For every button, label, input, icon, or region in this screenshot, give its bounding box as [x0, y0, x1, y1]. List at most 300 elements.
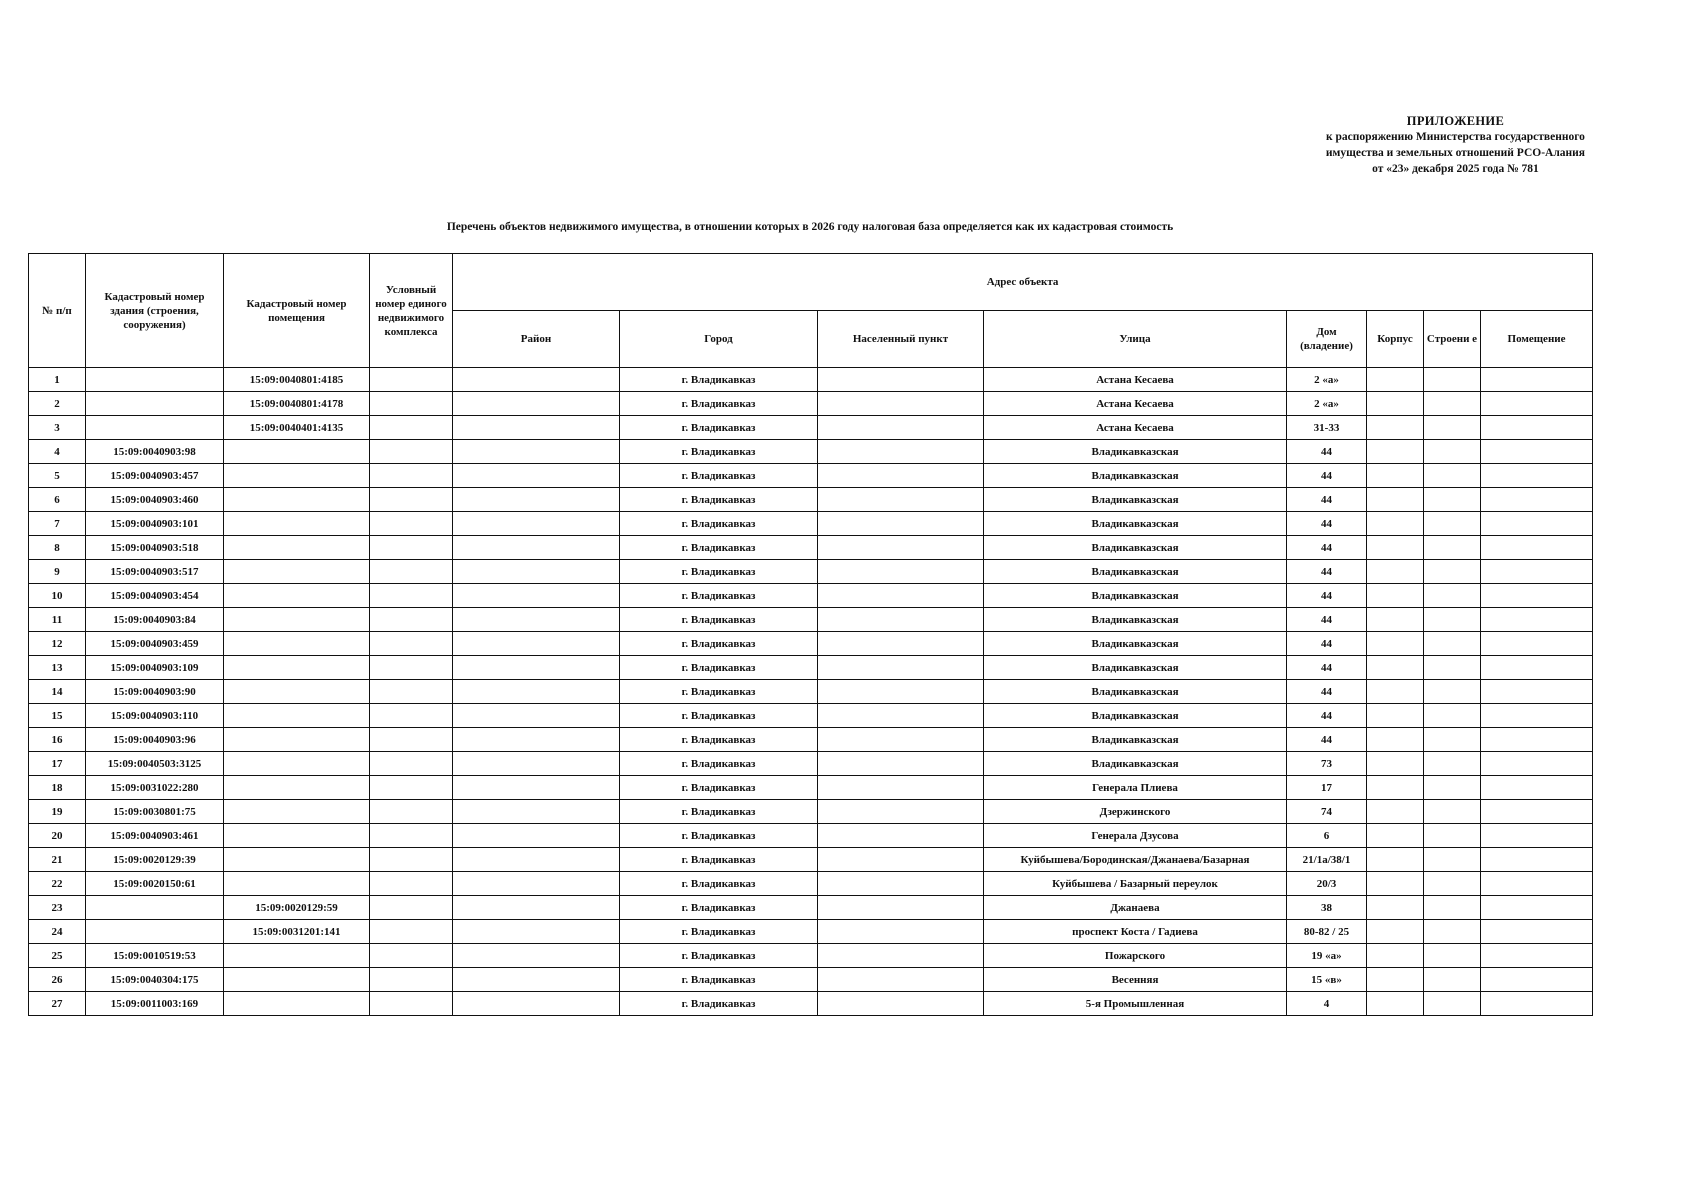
property-registry-table	[28, 253, 1593, 1016]
header-conditional-number: Условный номер единого недвижимого комплекса	[370, 254, 453, 368]
cell-building-cadastral: 15:09:0040903:457	[86, 464, 224, 488]
cell-building-cadastral: 15:09:0040903:518	[86, 536, 224, 560]
cell-settlement	[818, 776, 984, 800]
cell-street: 5-я Промышленная	[984, 992, 1287, 1016]
cell-num: 16	[29, 728, 86, 752]
header-settlement: Населенный пункт	[818, 311, 984, 368]
cell-korpus	[1367, 392, 1424, 416]
cell-city: г. Владикавказ	[620, 464, 818, 488]
cell-korpus	[1367, 776, 1424, 800]
header-num: № п/п	[29, 254, 86, 368]
cell-city: г. Владикавказ	[620, 680, 818, 704]
cell-city: г. Владикавказ	[620, 416, 818, 440]
table-row	[29, 512, 1593, 536]
table-row	[29, 488, 1593, 512]
cell-room	[1481, 632, 1593, 656]
table-row	[29, 968, 1593, 992]
cell-settlement	[818, 488, 984, 512]
cell-conditional-number	[370, 536, 453, 560]
cell-conditional-number	[370, 728, 453, 752]
cell-building-cadastral: 15:09:0040903:460	[86, 488, 224, 512]
cell-building-cadastral: 15:09:0040903:90	[86, 680, 224, 704]
cell-city: г. Владикавказ	[620, 440, 818, 464]
header-address: Адрес объекта	[453, 254, 1593, 311]
cell-room	[1481, 392, 1593, 416]
cell-conditional-number	[370, 944, 453, 968]
cell-settlement	[818, 824, 984, 848]
cell-house: 4	[1287, 992, 1367, 1016]
cell-settlement	[818, 536, 984, 560]
cell-settlement	[818, 392, 984, 416]
cell-house: 17	[1287, 776, 1367, 800]
cell-num: 2	[29, 392, 86, 416]
cell-city: г. Владикавказ	[620, 992, 818, 1016]
cell-num: 19	[29, 800, 86, 824]
cell-building-cadastral	[86, 392, 224, 416]
cell-district	[453, 584, 620, 608]
cell-settlement	[818, 896, 984, 920]
cell-district	[453, 872, 620, 896]
cell-room	[1481, 848, 1593, 872]
cell-district	[453, 992, 620, 1016]
cell-city: г. Владикавказ	[620, 944, 818, 968]
cell-conditional-number	[370, 848, 453, 872]
cell-settlement	[818, 752, 984, 776]
cell-house: 44	[1287, 584, 1367, 608]
cell-house: 6	[1287, 824, 1367, 848]
cell-premises-cadastral	[224, 872, 370, 896]
cell-house: 44	[1287, 464, 1367, 488]
cell-street: Владикавказская	[984, 752, 1287, 776]
cell-stroenie	[1424, 656, 1481, 680]
cell-korpus	[1367, 728, 1424, 752]
cell-conditional-number	[370, 704, 453, 728]
cell-premises-cadastral	[224, 824, 370, 848]
table-header	[29, 254, 1593, 368]
table-row	[29, 560, 1593, 584]
cell-num: 25	[29, 944, 86, 968]
header-stroenie: Строени е	[1424, 311, 1481, 368]
cell-premises-cadastral	[224, 608, 370, 632]
cell-street: Владикавказская	[984, 512, 1287, 536]
cell-korpus	[1367, 368, 1424, 392]
cell-room	[1481, 728, 1593, 752]
cell-room	[1481, 776, 1593, 800]
cell-city: г. Владикавказ	[620, 536, 818, 560]
appendix-block	[1326, 113, 1585, 177]
cell-room	[1481, 968, 1593, 992]
header-room: Помещение	[1481, 311, 1593, 368]
cell-settlement	[818, 560, 984, 584]
cell-premises-cadastral	[224, 440, 370, 464]
cell-stroenie	[1424, 824, 1481, 848]
cell-house: 44	[1287, 512, 1367, 536]
cell-conditional-number	[370, 872, 453, 896]
cell-premises-cadastral	[224, 992, 370, 1016]
cell-room	[1481, 992, 1593, 1016]
cell-korpus	[1367, 848, 1424, 872]
cell-conditional-number	[370, 416, 453, 440]
cell-conditional-number	[370, 512, 453, 536]
cell-building-cadastral	[86, 368, 224, 392]
table-row	[29, 896, 1593, 920]
cell-building-cadastral: 15:09:0040903:101	[86, 512, 224, 536]
cell-settlement	[818, 656, 984, 680]
table-row	[29, 944, 1593, 968]
cell-room	[1481, 752, 1593, 776]
cell-settlement	[818, 368, 984, 392]
table-row	[29, 680, 1593, 704]
cell-settlement	[818, 800, 984, 824]
cell-street: Владикавказская	[984, 440, 1287, 464]
appendix-title: ПРИЛОЖЕНИЕ	[1406, 114, 1505, 128]
cell-house: 80-82 / 25	[1287, 920, 1367, 944]
cell-building-cadastral	[86, 416, 224, 440]
cell-settlement	[818, 416, 984, 440]
cell-korpus	[1367, 632, 1424, 656]
cell-premises-cadastral: 15:09:0031201:141	[224, 920, 370, 944]
cell-district	[453, 608, 620, 632]
cell-korpus	[1367, 512, 1424, 536]
cell-house: 19 «а»	[1287, 944, 1367, 968]
header-street: Улица	[984, 311, 1287, 368]
cell-room	[1481, 584, 1593, 608]
cell-room	[1481, 872, 1593, 896]
cell-building-cadastral: 15:09:0040903:461	[86, 824, 224, 848]
cell-stroenie	[1424, 560, 1481, 584]
table-row	[29, 728, 1593, 752]
cell-premises-cadastral: 15:09:0040401:4135	[224, 416, 370, 440]
cell-house: 44	[1287, 560, 1367, 584]
cell-district	[453, 392, 620, 416]
cell-house: 44	[1287, 656, 1367, 680]
cell-city: г. Владикавказ	[620, 656, 818, 680]
cell-street: Владикавказская	[984, 608, 1287, 632]
cell-premises-cadastral	[224, 632, 370, 656]
cell-premises-cadastral	[224, 656, 370, 680]
table-row	[29, 608, 1593, 632]
cell-korpus	[1367, 560, 1424, 584]
cell-num: 21	[29, 848, 86, 872]
cell-stroenie	[1424, 896, 1481, 920]
cell-korpus	[1367, 704, 1424, 728]
cell-conditional-number	[370, 464, 453, 488]
cell-street: Астана Кесаева	[984, 416, 1287, 440]
cell-city: г. Владикавказ	[620, 824, 818, 848]
cell-city: г. Владикавказ	[620, 392, 818, 416]
cell-korpus	[1367, 920, 1424, 944]
cell-district	[453, 440, 620, 464]
cell-conditional-number	[370, 488, 453, 512]
cell-house: 73	[1287, 752, 1367, 776]
cell-street: Генерала Плиева	[984, 776, 1287, 800]
cell-num: 9	[29, 560, 86, 584]
cell-room	[1481, 680, 1593, 704]
cell-street: Астана Кесаева	[984, 392, 1287, 416]
cell-street: Весенняя	[984, 968, 1287, 992]
cell-korpus	[1367, 608, 1424, 632]
cell-num: 1	[29, 368, 86, 392]
cell-building-cadastral: 15:09:0040304:175	[86, 968, 224, 992]
table-row	[29, 848, 1593, 872]
cell-stroenie	[1424, 728, 1481, 752]
table-row	[29, 992, 1593, 1016]
cell-house: 44	[1287, 680, 1367, 704]
cell-building-cadastral: 15:09:0020150:61	[86, 872, 224, 896]
cell-korpus	[1367, 944, 1424, 968]
cell-city: г. Владикавказ	[620, 776, 818, 800]
cell-city: г. Владикавказ	[620, 848, 818, 872]
cell-city: г. Владикавказ	[620, 800, 818, 824]
cell-house: 31-33	[1287, 416, 1367, 440]
cell-district	[453, 824, 620, 848]
cell-stroenie	[1424, 920, 1481, 944]
cell-conditional-number	[370, 440, 453, 464]
cell-num: 4	[29, 440, 86, 464]
cell-city: г. Владикавказ	[620, 608, 818, 632]
cell-building-cadastral	[86, 896, 224, 920]
cell-premises-cadastral	[224, 584, 370, 608]
cell-stroenie	[1424, 848, 1481, 872]
cell-stroenie	[1424, 632, 1481, 656]
table-row	[29, 632, 1593, 656]
cell-conditional-number	[370, 824, 453, 848]
cell-street: Владикавказская	[984, 560, 1287, 584]
cell-room	[1481, 800, 1593, 824]
cell-korpus	[1367, 992, 1424, 1016]
cell-settlement	[818, 992, 984, 1016]
cell-street: Джанаева	[984, 896, 1287, 920]
cell-num: 17	[29, 752, 86, 776]
cell-district	[453, 944, 620, 968]
cell-settlement	[818, 872, 984, 896]
cell-korpus	[1367, 680, 1424, 704]
table-row	[29, 368, 1593, 392]
cell-stroenie	[1424, 512, 1481, 536]
cell-building-cadastral: 15:09:0040903:98	[86, 440, 224, 464]
cell-building-cadastral: 15:09:0040903:459	[86, 632, 224, 656]
cell-street: Владикавказская	[984, 728, 1287, 752]
cell-city: г. Владикавказ	[620, 512, 818, 536]
table-row	[29, 656, 1593, 680]
cell-conditional-number	[370, 608, 453, 632]
cell-premises-cadastral	[224, 560, 370, 584]
cell-city: г. Владикавказ	[620, 968, 818, 992]
cell-conditional-number	[370, 752, 453, 776]
cell-korpus	[1367, 896, 1424, 920]
cell-stroenie	[1424, 776, 1481, 800]
header-premises-cadastral: Кадастровый номер помещения	[224, 254, 370, 368]
cell-korpus	[1367, 440, 1424, 464]
cell-stroenie	[1424, 800, 1481, 824]
cell-district	[453, 968, 620, 992]
cell-street: Владикавказская	[984, 488, 1287, 512]
cell-conditional-number	[370, 632, 453, 656]
cell-stroenie	[1424, 752, 1481, 776]
cell-num: 23	[29, 896, 86, 920]
cell-room	[1481, 512, 1593, 536]
table-row	[29, 824, 1593, 848]
appendix-line: имущества и земельных отношений РСО-Алания	[1325, 147, 1585, 159]
cell-conditional-number	[370, 776, 453, 800]
cell-house: 44	[1287, 536, 1367, 560]
cell-building-cadastral: 15:09:0040903:96	[86, 728, 224, 752]
cell-building-cadastral: 15:09:0020129:39	[86, 848, 224, 872]
cell-premises-cadastral	[224, 944, 370, 968]
cell-premises-cadastral: 15:09:0040801:4178	[224, 392, 370, 416]
cell-house: 44	[1287, 704, 1367, 728]
cell-room	[1481, 896, 1593, 920]
table-row	[29, 416, 1593, 440]
cell-stroenie	[1424, 608, 1481, 632]
cell-num: 27	[29, 992, 86, 1016]
cell-house: 21/1а/38/1	[1287, 848, 1367, 872]
cell-building-cadastral: 15:09:0040903:110	[86, 704, 224, 728]
cell-settlement	[818, 464, 984, 488]
cell-street: Владикавказская	[984, 632, 1287, 656]
cell-building-cadastral: 15:09:0030801:75	[86, 800, 224, 824]
cell-korpus	[1367, 584, 1424, 608]
appendix-line: от «23» декабря 2025 года № 781	[1372, 163, 1539, 175]
table-row	[29, 704, 1593, 728]
cell-building-cadastral: 15:09:0040503:3125	[86, 752, 224, 776]
cell-district	[453, 512, 620, 536]
cell-stroenie	[1424, 680, 1481, 704]
header-korpus: Корпус	[1367, 311, 1424, 368]
cell-conditional-number	[370, 680, 453, 704]
cell-num: 24	[29, 920, 86, 944]
cell-premises-cadastral	[224, 512, 370, 536]
cell-conditional-number	[370, 584, 453, 608]
cell-building-cadastral: 15:09:0010519:53	[86, 944, 224, 968]
cell-district	[453, 536, 620, 560]
cell-street: Астана Кесаева	[984, 368, 1287, 392]
cell-room	[1481, 560, 1593, 584]
cell-premises-cadastral	[224, 776, 370, 800]
cell-num: 11	[29, 608, 86, 632]
cell-num: 13	[29, 656, 86, 680]
cell-premises-cadastral	[224, 968, 370, 992]
cell-city: г. Владикавказ	[620, 872, 818, 896]
cell-premises-cadastral	[224, 848, 370, 872]
cell-conditional-number	[370, 368, 453, 392]
cell-num: 26	[29, 968, 86, 992]
cell-korpus	[1367, 872, 1424, 896]
cell-street: Владикавказская	[984, 704, 1287, 728]
cell-settlement	[818, 728, 984, 752]
cell-room	[1481, 464, 1593, 488]
cell-house: 74	[1287, 800, 1367, 824]
cell-korpus	[1367, 824, 1424, 848]
cell-conditional-number	[370, 896, 453, 920]
cell-street: Владикавказская	[984, 584, 1287, 608]
cell-korpus	[1367, 416, 1424, 440]
cell-house: 44	[1287, 632, 1367, 656]
cell-district	[453, 704, 620, 728]
cell-settlement	[818, 512, 984, 536]
cell-house: 2 «а»	[1287, 392, 1367, 416]
cell-street: Владикавказская	[984, 656, 1287, 680]
cell-street: Владикавказская	[984, 680, 1287, 704]
cell-settlement	[818, 968, 984, 992]
cell-room	[1481, 824, 1593, 848]
cell-num: 5	[29, 464, 86, 488]
cell-building-cadastral: 15:09:0011003:169	[86, 992, 224, 1016]
cell-city: г. Владикавказ	[620, 920, 818, 944]
cell-city: г. Владикавказ	[620, 752, 818, 776]
cell-district	[453, 632, 620, 656]
cell-room	[1481, 416, 1593, 440]
cell-building-cadastral: 15:09:0040903:454	[86, 584, 224, 608]
cell-num: 8	[29, 536, 86, 560]
cell-street: Дзержинского	[984, 800, 1287, 824]
cell-district	[453, 848, 620, 872]
cell-premises-cadastral	[224, 488, 370, 512]
cell-num: 7	[29, 512, 86, 536]
cell-house: 15 «в»	[1287, 968, 1367, 992]
cell-num: 15	[29, 704, 86, 728]
cell-house: 20/3	[1287, 872, 1367, 896]
cell-korpus	[1367, 536, 1424, 560]
cell-district	[453, 680, 620, 704]
document-title: Перечень объектов недвижимого имущества, в отношении которых в 2026 году налоговая база определяется как их кадастровая стоимость	[446, 221, 1174, 233]
table-row	[29, 440, 1593, 464]
cell-room	[1481, 944, 1593, 968]
appendix-line: к распоряжению Министерства государственного	[1325, 131, 1585, 143]
cell-district	[453, 656, 620, 680]
cell-room	[1481, 536, 1593, 560]
header-building-cadastral: Кадастровый номер здания (строения, сооружения)	[86, 254, 224, 368]
cell-stroenie	[1424, 464, 1481, 488]
cell-district	[453, 920, 620, 944]
cell-premises-cadastral	[224, 800, 370, 824]
cell-conditional-number	[370, 800, 453, 824]
cell-settlement	[818, 584, 984, 608]
table-row	[29, 536, 1593, 560]
cell-district	[453, 488, 620, 512]
table-row	[29, 752, 1593, 776]
header-house: Дом (владение)	[1287, 311, 1367, 368]
cell-room	[1481, 440, 1593, 464]
cell-street: Куйбышева/Бородинская/Джанаева/Базарная	[984, 848, 1287, 872]
table-row	[29, 464, 1593, 488]
cell-korpus	[1367, 800, 1424, 824]
cell-house: 44	[1287, 488, 1367, 512]
cell-house: 44	[1287, 440, 1367, 464]
cell-street: Пожарского	[984, 944, 1287, 968]
cell-room	[1481, 656, 1593, 680]
table-row	[29, 872, 1593, 896]
cell-building-cadastral: 15:09:0040903:84	[86, 608, 224, 632]
cell-district	[453, 416, 620, 440]
cell-num: 14	[29, 680, 86, 704]
cell-city: г. Владикавказ	[620, 728, 818, 752]
cell-settlement	[818, 920, 984, 944]
cell-num: 6	[29, 488, 86, 512]
cell-premises-cadastral	[224, 752, 370, 776]
cell-num: 20	[29, 824, 86, 848]
cell-building-cadastral: 15:09:0040903:517	[86, 560, 224, 584]
cell-conditional-number	[370, 560, 453, 584]
cell-premises-cadastral: 15:09:0040801:4185	[224, 368, 370, 392]
cell-conditional-number	[370, 920, 453, 944]
cell-city: г. Владикавказ	[620, 632, 818, 656]
cell-stroenie	[1424, 872, 1481, 896]
cell-stroenie	[1424, 968, 1481, 992]
cell-room	[1481, 920, 1593, 944]
cell-settlement	[818, 680, 984, 704]
cell-premises-cadastral: 15:09:0020129:59	[224, 896, 370, 920]
